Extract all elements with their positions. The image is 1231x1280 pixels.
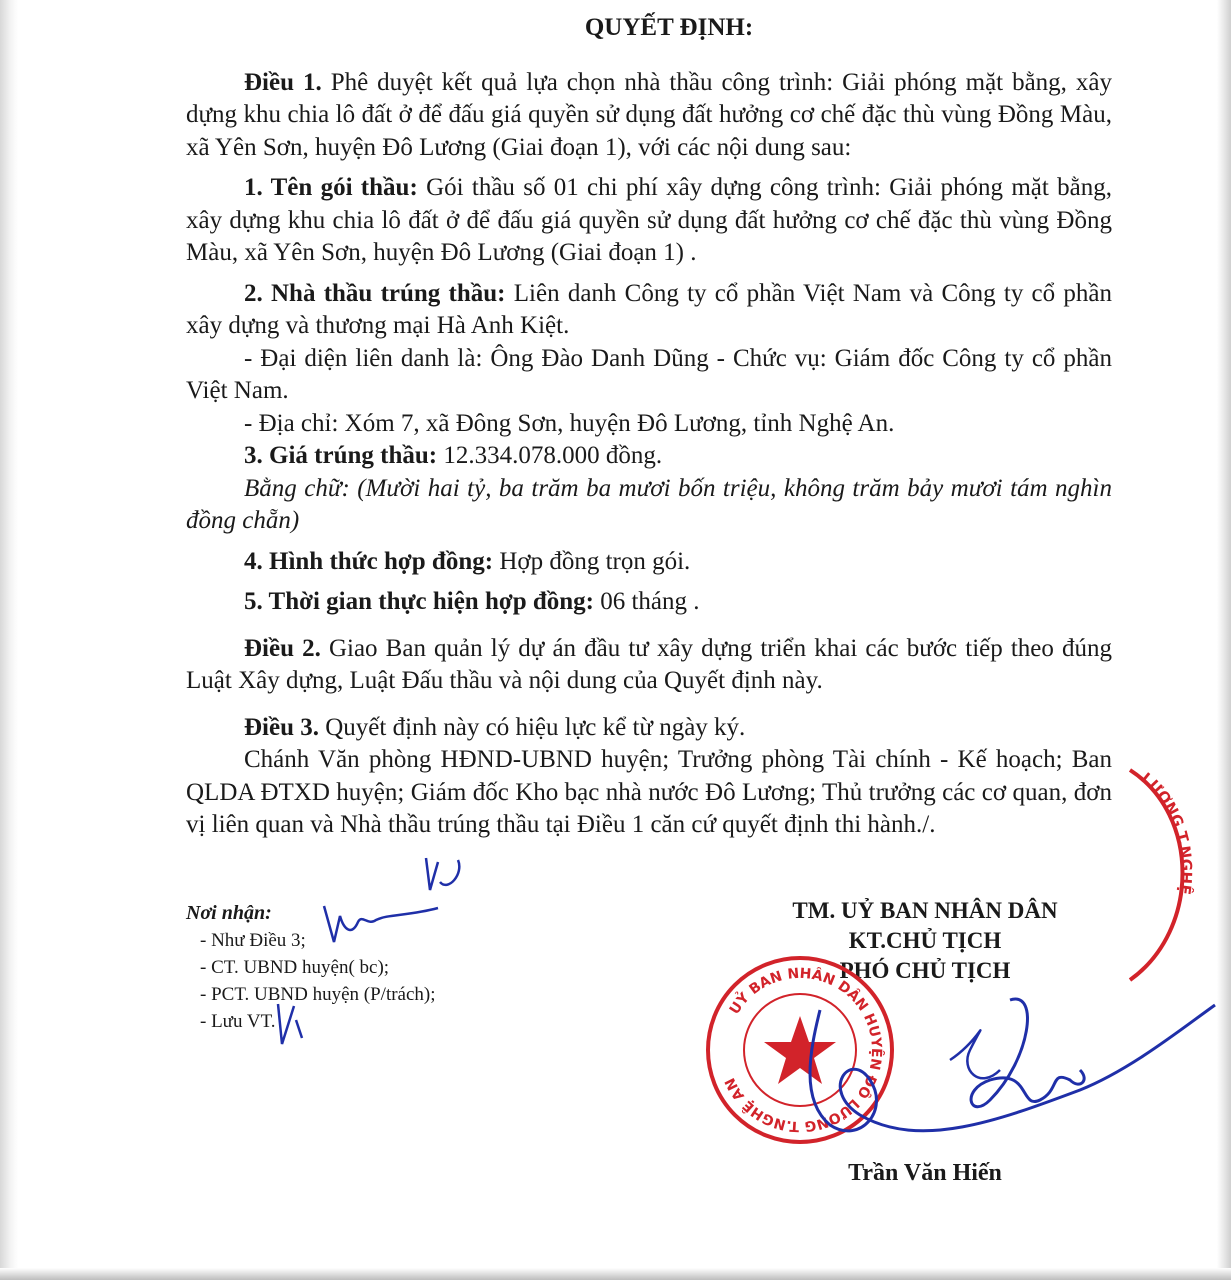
article-3-implementation: Chánh Văn phòng HĐND-UBND huyện; Trưởng phòng Tài chính - Kế hoạch; Ban QLDA ĐTXD huyện; Giám đốc Kho bạc nhà nước Đô Lương; Thủ trưởng các cơ quan, đơn vị liên quan và Nhà thầu trúng thầu tại Điều 1 căn cứ quyết định thi hành./.	[186, 746, 1112, 838]
item-2-representative: - Đại diện liên danh là: Ông Đào Danh Dũng - Chức vụ: Giám đốc Công ty cổ phần Việt Nam.	[186, 344, 1112, 404]
initial-signature-3	[268, 1000, 318, 1050]
document-body	[186, 0, 1112, 842]
item-5-label: 5. Thời gian thực hiện hợp đồng:	[244, 588, 594, 615]
item-1	[186, 172, 1112, 270]
scan-bottom-edge	[0, 1268, 1231, 1280]
article-3	[186, 712, 1112, 745]
recipients-heading: Nơi nhận:	[186, 902, 272, 924]
decision-title: QUYẾT ĐỊNH:	[584, 14, 754, 41]
signature-line-1: TM. UỶ BAN NHÂN DÂN	[792, 898, 1058, 923]
item-3-label: 3. Giá trúng thầu:	[244, 442, 438, 469]
article-2-label: Điều 2.	[244, 634, 321, 662]
article-3-label: Điều 3.	[244, 713, 319, 741]
item-5	[186, 586, 1112, 619]
signer-name: Trần Văn Hiến	[848, 1160, 1002, 1186]
side-stamp	[1100, 760, 1200, 990]
recipient-item: - PCT. UBND huyện (P/trách);	[200, 984, 436, 1005]
item-2-label: 2. Nhà thầu trúng thầu:	[244, 279, 506, 307]
initial-signature-1	[418, 852, 478, 896]
initial-signature-2	[318, 896, 448, 952]
side-stamp-text: LƯƠNG T.NGHỆ	[1137, 769, 1196, 896]
article-2-text: Giao Ban quản lý dự án đầu tư xây dựng triển khai các bước tiếp theo đúng Luật Xây dựng, Luật Đấu thầu và nội dung của Quyết định này.	[186, 634, 1112, 694]
item-3	[186, 440, 1112, 473]
item-1-text: Gói thầu số 01 chi phí xây dựng công trình: Giải phóng mặt bằng, xây dựng khu chia lô đất ở để đấu giá quyền sử dụng đất hưởng cơ chế đặc thù vùng Đồng Màu, xã Yên Sơn, huyện Đô Lương (Giai đoạn 1) .	[186, 174, 1112, 266]
item-1-label: 1. Tên gói thầu:	[244, 174, 418, 201]
article-2	[186, 633, 1112, 698]
recipient-item: - Như Điều 3;	[200, 930, 306, 951]
item-2-text: Liên danh Công ty cổ phần Việt Nam và Công ty cổ phần xây dựng và thương mại Hà Anh Kiệt.	[186, 279, 1112, 339]
item-5-text: 06 tháng .	[593, 588, 700, 615]
signature-line-3: PHÓ CHỦ TỊCH	[839, 958, 1011, 983]
item-3-in-words: Bằng chữ: (Mười hai tỷ, ba trăm ba mươi bốn triệu, không trăm bảy mươi tám nghìn đồng chẵn)	[186, 474, 1112, 534]
article-1-text: Phê duyệt kết quả lựa chọn nhà thầu công trình: Giải phóng mặt bằng, xây dựng khu chia lô đất ở để đấu giá quyền sử dụng đất hưởng cơ chế đặc thù vùng Đồng Màu, xã Yên Sơn, huyện Đô Lương (Giai đoạn 1), với các nội dung sau:	[186, 68, 1112, 161]
item-2	[186, 278, 1112, 343]
signature-line-2: KT.CHỦ TỊCH	[848, 928, 1002, 953]
stamp-text: UỶ BAN NHÂN DÂN HUYỆN ĐÔ LƯƠNG T.NGHỆ AN	[722, 965, 885, 1135]
item-4-text: Hợp đồng trọn gói.	[493, 547, 691, 575]
recipient-item: - Lưu VT.	[200, 1011, 276, 1032]
article-1-label: Điều 1.	[244, 68, 322, 96]
item-3-text: 12.334.078.000 đồng.	[437, 442, 663, 469]
item-2-address: - Địa chỉ: Xóm 7, xã Đông Sơn, huyện Đô Lương, tỉnh Nghệ An.	[244, 409, 895, 437]
article-3-text: Quyết định này có hiệu lực kể từ ngày ký.	[319, 713, 746, 741]
recipient-item: - CT. UBND huyện( bc);	[200, 957, 390, 978]
item-4-label: 4. Hình thức hợp đồng:	[244, 547, 494, 575]
article-1	[186, 67, 1112, 165]
scan-left-edge	[0, 0, 18, 1280]
item-4	[186, 546, 1112, 579]
